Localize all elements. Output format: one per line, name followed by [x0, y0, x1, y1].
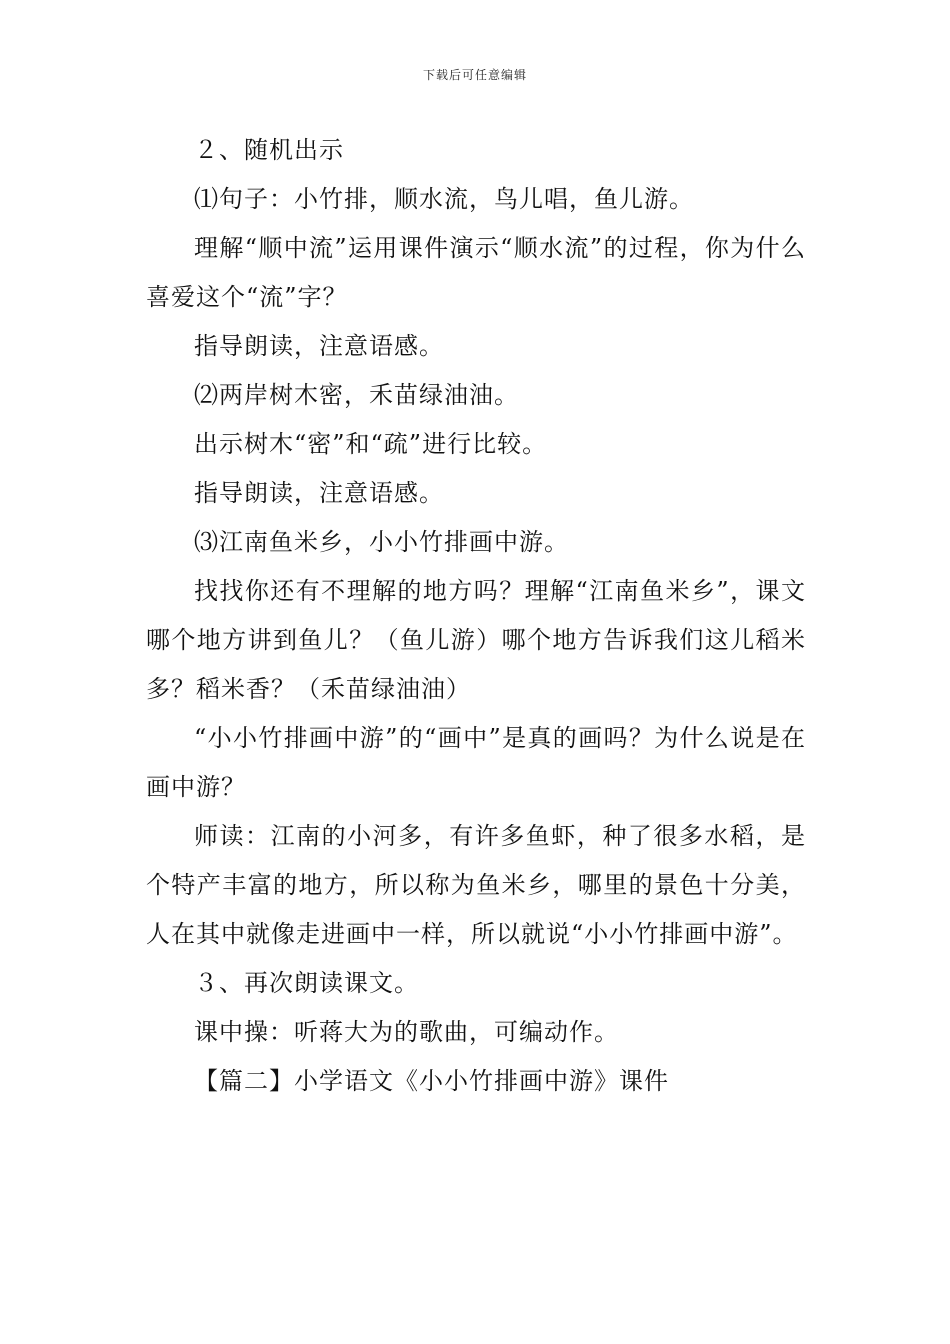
- sentence-3: ⑶江南鱼米乡，小小竹排画中游。: [194, 528, 569, 556]
- paragraph-painting-question: “小小竹排画中游”的“画中”是真的画吗？为什么说是在画中游？: [146, 724, 806, 801]
- paragraph-class-exercise: 课中操：听蒋大为的歌曲，可编动作。: [194, 1018, 619, 1046]
- sentence-2: ⑵两岸树木密，禾苗绿油油。: [194, 381, 519, 409]
- paragraph-guided-reading-1: 指导朗读，注意语感。: [194, 332, 444, 360]
- section-heading-random-display: ２、随机出示: [194, 136, 344, 164]
- paragraph-understand-flow: 理解“顺中流”运用课件演示“顺水流”的过程，你为什么喜爱这个“流”字？: [146, 234, 806, 311]
- page-header-note: 下载后可任意编辑: [422, 68, 527, 82]
- sentence-1: ⑴句子：小竹排，顺水流，鸟儿唱，鱼儿游。: [194, 185, 694, 213]
- document-body: [146, 126, 806, 1106]
- paragraph-fish-rice-land: 找找你还有不理解的地方吗？理解“江南鱼米乡”，课文哪个地方讲到鱼儿？（鱼儿游）哪个地方告诉我们这儿稻米多？稻米香？（禾苗绿油油）: [146, 577, 806, 703]
- paragraph-compare-dense-sparse: 出示树木“密”和“疏”进行比较。: [194, 430, 548, 458]
- paragraph-guided-reading-2: 指导朗读，注意语感。: [194, 479, 444, 507]
- paragraph-teacher-reading: 师读：江南的小河多，有许多鱼虾，种了很多水稻，是个特产丰富的地方，所以称为鱼米乡，哪里的景色十分美，人在其中就像走进画中一样，所以就说“小小竹排画中游”。: [146, 822, 806, 948]
- section-heading-read-again: ３、再次朗读课文。: [194, 969, 419, 997]
- chapter-title-part-two: 【篇二】小学语文《小小竹排画中游》课件: [194, 1067, 669, 1095]
